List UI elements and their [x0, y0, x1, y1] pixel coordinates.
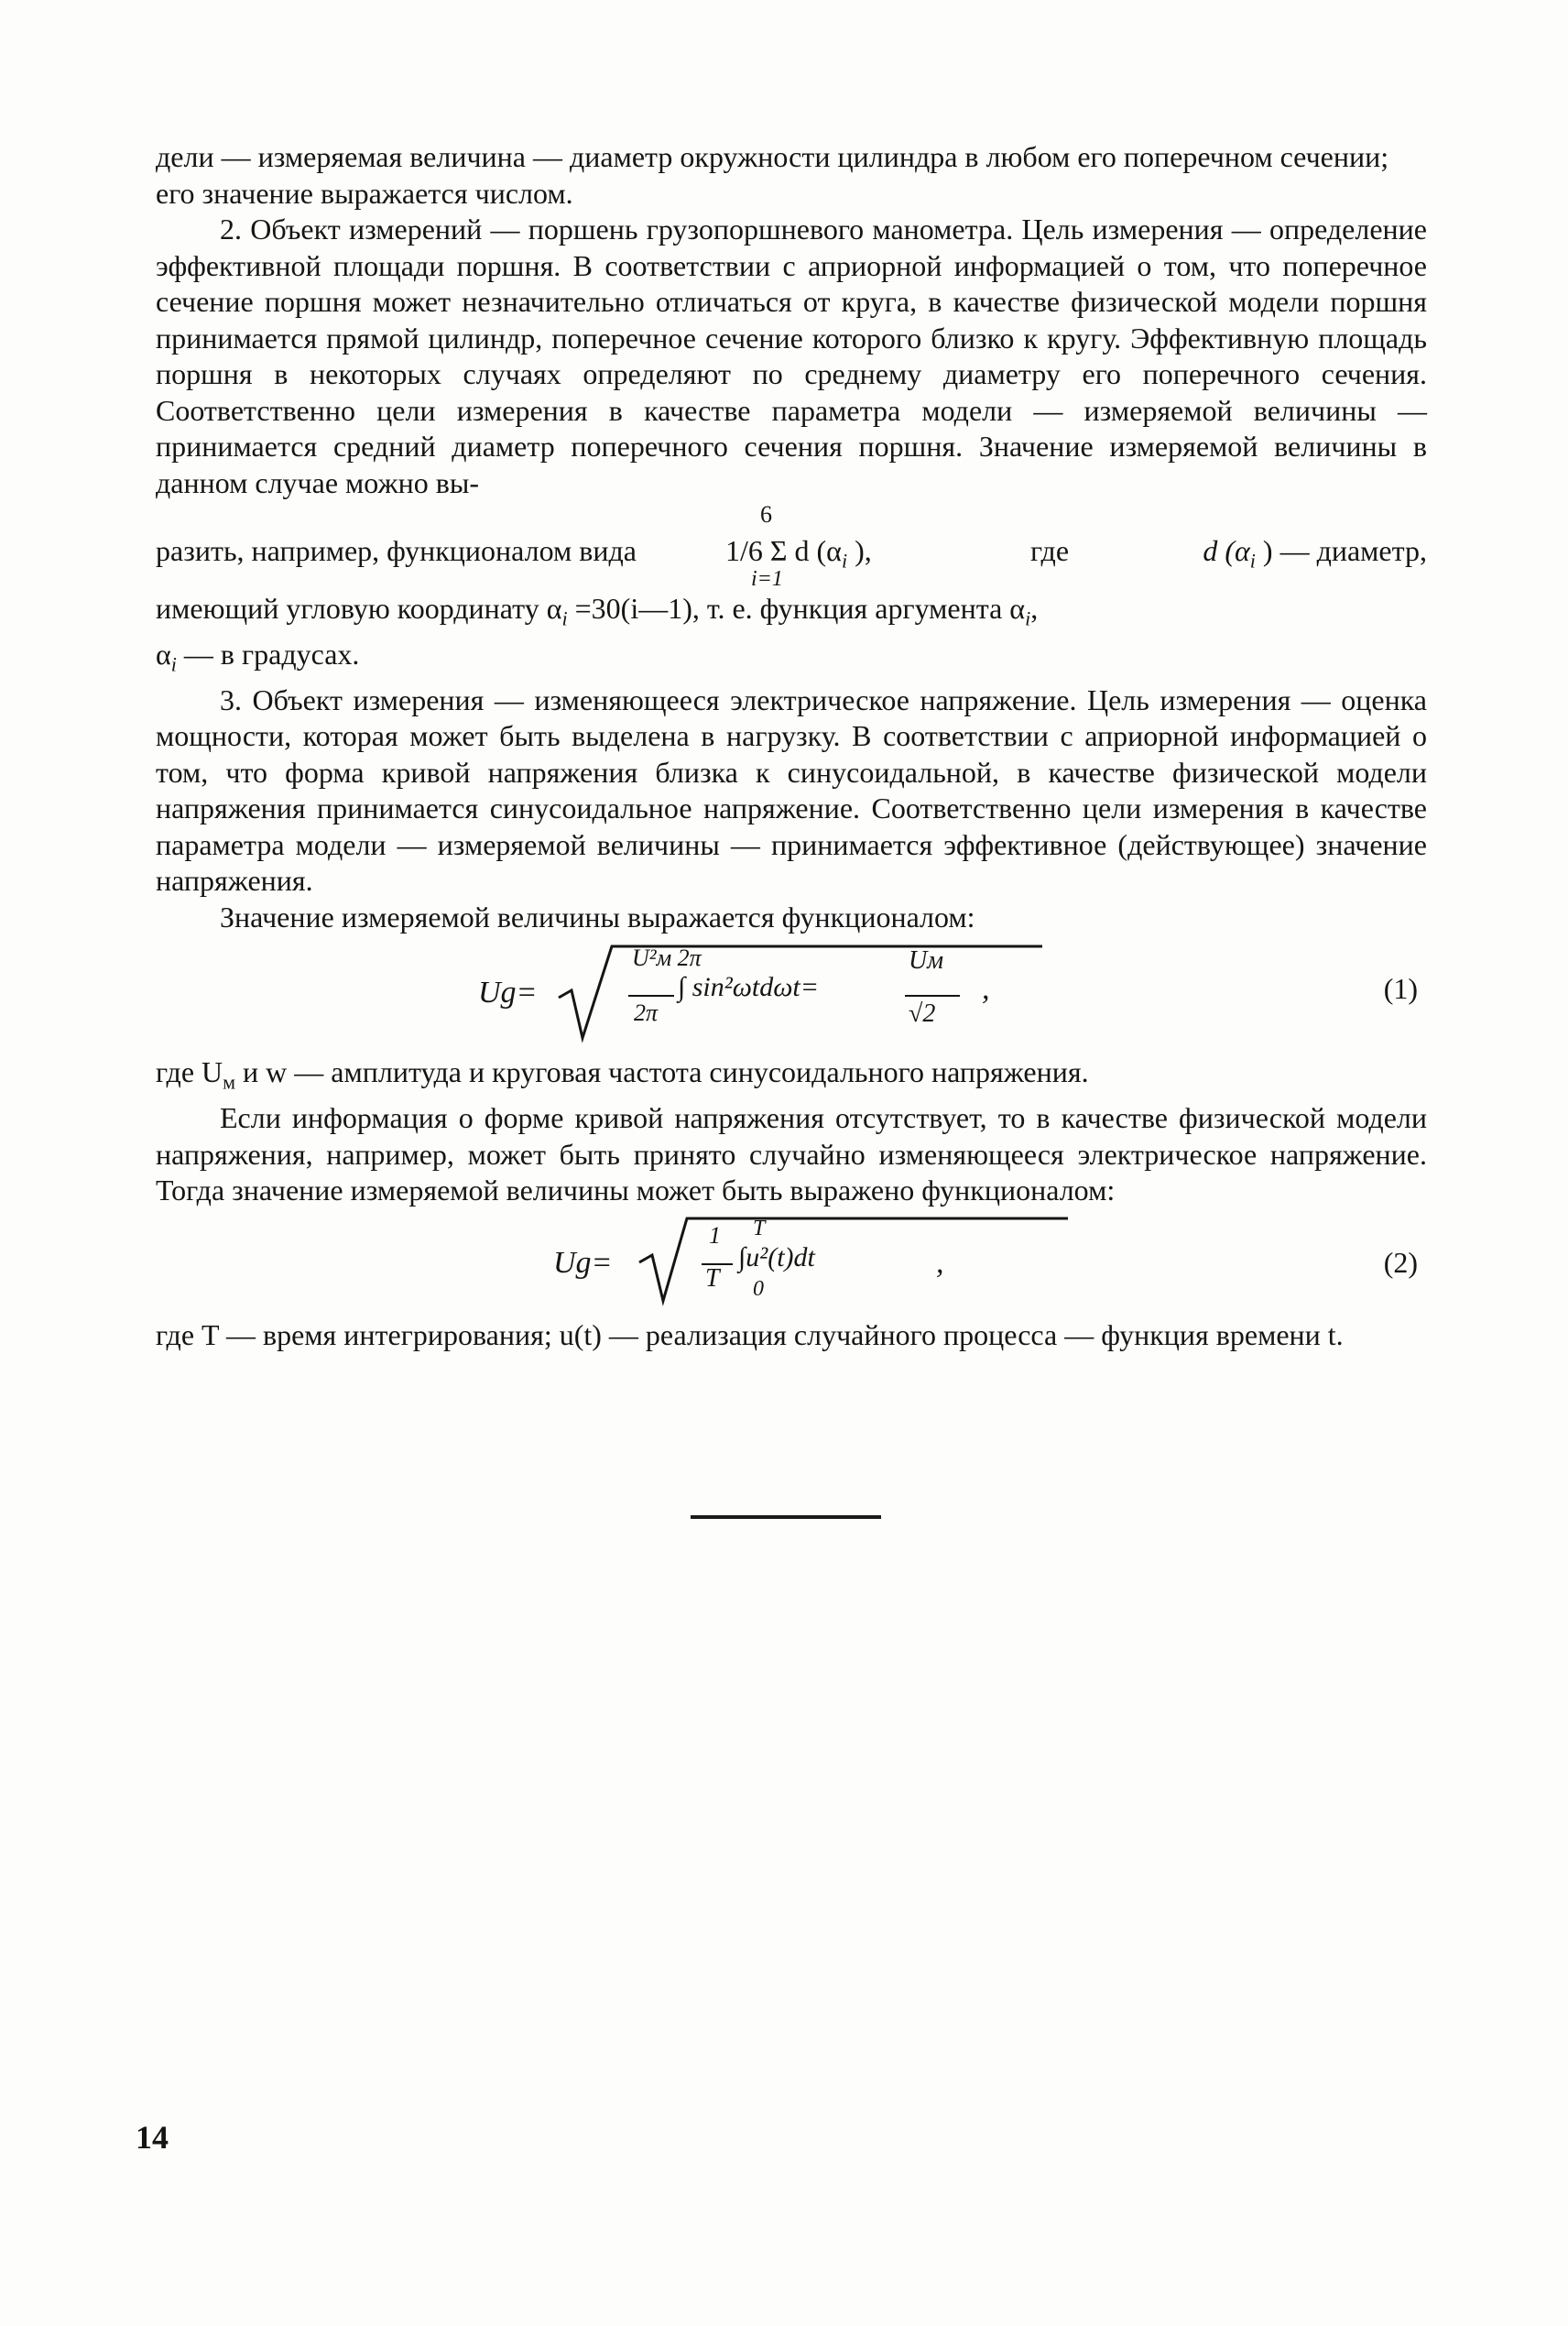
formula-2-integrand: ∫u²(t)dt: [738, 1241, 815, 1272]
formula-2-lhs: Ug=: [553, 1245, 613, 1280]
sum-expression: 1/6 Σ d ($\alpha_i$ ),: [725, 534, 872, 573]
formula-2-number: (2): [1383, 1245, 1418, 1279]
formula-2-upper-limit: T: [753, 1216, 766, 1240]
formula-2-comma: ,: [936, 1245, 944, 1280]
paragraph-item-2-tail: имеющий угловую координату $\alpha_i$ =30(i—1), т. е. функция аргумента $\alpha_i$, $\alpha_i$ — в градусах.: [156, 592, 1039, 676]
paragraph-random-process: Если информация о форме кривой напряжения отсутствует, то в качестве физической модели напряжения, например, может быть принято случайно изменяющееся электрическое напряжение. Тогда значение измеряемой величины может быть выражено функционалом:: [156, 1101, 1427, 1207]
formula-1-lhs: Ug=: [478, 976, 538, 1010]
formula-1-numerator: U²м 2π: [632, 945, 702, 972]
sum-lower-limit: i=1: [751, 567, 783, 591]
formula-1: [156, 935, 1427, 1054]
formula-1-number: (1): [1383, 972, 1418, 1006]
sum-diameter-text: d ($\alpha_i$ ) — диаметр,: [1203, 534, 1427, 573]
formula-1-rhs-denominator: √2: [909, 999, 936, 1029]
formula-2-frac-denominator: T: [705, 1263, 720, 1293]
paragraph-formula-1-explanation: где $U_м$ и w — амплитуда и круговая частота синусоидального напряжения.: [156, 1055, 1089, 1094]
paragraph-continuation: дели — измеряемая величина — диаметр окружности цилиндра в любом его поперечном сечении; его значение выражается числом.: [156, 140, 1389, 210]
paragraph-formula-2-explanation: где T — время интегрирования; u(t) — реализация случайного процесса — функция времени t.: [156, 1317, 1344, 1351]
paragraph-item-2: 2. Объект измерений — поршень грузопоршневого манометра. Цель измерения — определение эффективной площади поршня. В соответствии с априорной информацией о том, что поперечное сечение поршня может незначительно отличаться от круга, в качестве физической модели поршня принимается прямой цилиндр, поперечное сечение которого близко к кругу. Эффективную площадь поршня в некоторых случаях определяют по среднему диаметру его поперечного сечения. Соответственно цели измерения в качестве параметра модели — измеряемой величины — принимается средний диаметр поперечного сечения поршня. Значение измеряемой величины в данном случае можно вы-: [156, 213, 1427, 499]
sum-prefix: разить, например, функционалом вида: [156, 534, 637, 567]
sum-gde: где: [1030, 534, 1070, 567]
formula-1-integral: ∫ sin²ωtdωt=: [678, 972, 819, 1003]
page-number: 14: [136, 2119, 169, 2156]
formula-2-frac-numerator: 1: [709, 1221, 721, 1249]
formula-1-denominator: 2π: [634, 999, 659, 1027]
sum-functional-line: [156, 501, 1427, 591]
formula-1-rhs-numerator: Uм: [909, 946, 944, 976]
sum-upper-limit: 6: [760, 501, 772, 528]
text-column: [156, 139, 1427, 1353]
formula-1-comma: ,: [982, 972, 990, 1007]
paragraph-item-3: 3. Объект измерения — изменяющееся электрическое напряжение. Цель измерения — оценка мощности, которая может быть выделена в нагрузку. В соответствии с априорной информацией о том, что форма кривой напряжения близка к синусоидальной, в качестве физической модели напряжения принимается синусоидальное напряжение. Соответственно цели измерения в качестве параметра модели — измеряемой величины — принимается эффективное (действующее) значение напряжения.: [156, 683, 1427, 898]
formula-2: [156, 1209, 1427, 1312]
section-end-rule: [691, 1515, 881, 1519]
paragraph-functional-intro: Значение измеряемой величины выражается функционалом:: [220, 900, 975, 934]
formula-2-lower-limit: 0: [753, 1276, 764, 1301]
